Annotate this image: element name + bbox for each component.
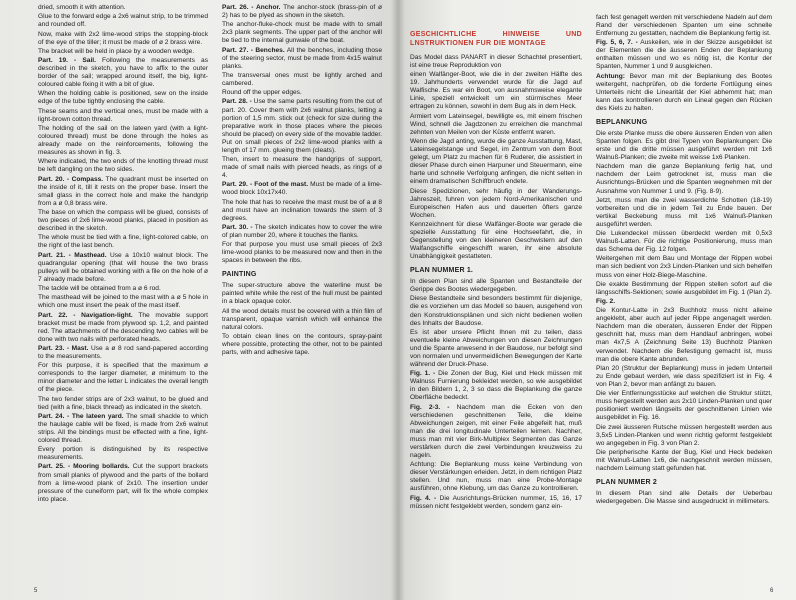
paragraph: [596, 230, 772, 254]
paragraph: [222, 333, 382, 357]
paragraph-text: Es ist aber unsere Pflicht Ihnen mit zu teilen, dass eventuelle kleine Abweichungen von diesen Zeichnungen und die Spante anwesend in der Baudose, nur befolgt sind von normalen und unvermeidlichen Bewegungen der Karte während der Druck-Phase.: [410, 328, 582, 368]
paragraph: [38, 285, 208, 293]
paragraph-text: Die peripherische Kante der Bug, Kiel und Heck bedeken mit Walnuß-Latten 1x6, die nachgeschnit werden müssen, nachdem Leimung statt gefunden hat.: [596, 448, 772, 472]
paragraph-text: Auskeilen, wie in der Skizze ausgebildet ist der Elementen die die äusseren Enden der Beplankung enthalten müssen und wo es nötig ist, die Kontur der Spanten, Nummer 1 und 9 ausgleichen.: [596, 39, 772, 71]
paragraph: [38, 446, 208, 462]
part-label: Fig. 5, 6, 7. -: [596, 39, 638, 47]
paragraph: [596, 163, 772, 195]
section-heading: BEPLANKUNG: [596, 118, 648, 126]
paragraph-text: Use a ø 8 rod sand-papered according to the measurements.: [38, 344, 209, 360]
left-page-number: 5: [34, 588, 38, 594]
paragraph: [222, 89, 382, 97]
paragraph-text: The whole must be tied with a fine, light-colored cable, on the right of the last bench.: [38, 234, 208, 250]
paragraph: [410, 221, 582, 261]
paragraph: [38, 294, 208, 310]
paragraph-text: The quadrant must be inserted on the inside of it, till it rests on the proper base. Insert the small glass in the correct hole and make the handgrip from a ø 0,8 brass wire.: [38, 175, 208, 207]
paragraph: [596, 298, 772, 306]
paragraph-text: All the benches, including those of the steering sector, must be made from 4x15 walnut planks.: [222, 46, 382, 70]
paragraph-text: In diesem Plan sind alle Spanten und Bestandteile der Gerippe des Bootes wiedergegeben.: [410, 278, 582, 294]
paragraph: [38, 362, 208, 394]
paragraph-text: Die erste Planke muss die obere äusseren Enden von allen Spanten folgen. Es gibt drei Typen von Beplankungen: Die erste und die dritte müssen ausgeführt werden mit 1x6 Walnuß-Planken; die zweite mit weisse 1x6 Planken.: [596, 129, 772, 162]
paragraph: [38, 4, 208, 12]
right-page-column-1: [410, 30, 582, 512]
paragraph-text: Where indicated, the two ends of the knotting thread must be left dangling on the two sides.: [38, 158, 208, 174]
paragraph-text: The hole that has to receive the mast must be of a ø 8 and must have an inclination towards the stern of 3 degrees.: [222, 198, 382, 222]
paragraph: [222, 156, 382, 180]
part-label: Part. 30. -: [222, 223, 253, 231]
paragraph: [38, 13, 208, 29]
paragraph-text: The base on which the compass will be glued, consists of two pieces of 2x6 lime-wood planks, placed in position as described in the sketch.: [38, 209, 208, 233]
paragraph-text: Achtung: Die Beplankung muss keine Verbindung von dieser Verstärkungen erleiden. Jetzt, in dem richtigen Platz stellen. Und nun, muss man eine Probe-Montage ausführen, ohne Klebung, um das Ganze zu kontrollieren.: [410, 461, 582, 493]
paragraph-text: Plan 20 (Struktur der Beplankung) muss in jedem Unterteil zu Ende gebaut werden, wie dass spezifiziert ist in Fig. 4 von Plan 2, bevor man anfängt zu bauen.: [596, 364, 772, 388]
paragraph: [38, 234, 208, 250]
part-label: Part. 26. - Anchor.: [222, 4, 281, 11]
paragraph-text: For this purpose, it is specified that the maximum ø corresponds to the larger diameter, ø minimum to the minor diameter and the letter L indicates the overall length of the piece.: [38, 362, 208, 394]
paragraph-text: Das Model dass PANART in dieser Schachtel presentiert, ist eine treue Reproduktion von: [410, 54, 582, 70]
paragraph-text: Bevor man mit der Beplankung des Bootes weitergeht, nachprüfen, ob die forderte Fortlügung eines Unterteils nicht die Linearität der Kiel abhemmt hat; man kann das kontrollieren durch ein Lineal gegen den Rücken des Kiels zu halten.: [596, 72, 772, 112]
paragraph: [596, 365, 772, 389]
part-label: Part. 21. - Masthead.: [38, 251, 107, 259]
paragraph-text: The transversal ones must be lightly arched and cambered.: [222, 71, 382, 87]
paragraph-text: Die Ausrichtungs-Brücken nummer, 15, 16, 17 müssen nicht festgeklebt werden, sondern ganz ein-: [410, 494, 583, 510]
paragraph-text: Armiert vom Lateinsegel, bewilligte es, mit einem frischen Wind, schnell die Jagdzonen zu erreichen die manchmal zehnten von Meilen von der Küste entfernt waren.: [410, 112, 582, 136]
paragraph-text: Nachdem man die ganze Beplankung fertig hat, und nachdem der Leim getrocknet ist, muss man die Ausrichtungs-Brücken und die Spanten wegnehmen mit der Ausnahme von Nummer 1 und 9. (Fig. 8-9).: [596, 163, 772, 195]
paragraph: [596, 490, 772, 506]
paragraph-text: The movable support bracket must be made from plywood sp. 1,2, and painted red. The attachments of the descending two cables will be done with two nails with perforated heads.: [38, 311, 209, 343]
paragraph-text: Die Lukendeckel müssen überdeckt werden mit 0,5x3 Walnuß-Latten. Für die richtige Positionierung, muss man das Schema der Fig. 12 folgen.: [596, 230, 772, 254]
paragraph-text: Wenn die Jagd anting, wurde die ganze Ausstattung, Mast, Lateinsegelstange und Segel, im Zentrum von dem Boot gelegt, um Platz zu machen für 6 Ruderer, die assistiert in dieser Phase durch einen Harpuner und Steuermann, eine harte und schnelle Verfolgung anfingen, die nicht selten in einem dramatischen Schiffbruch endete.: [410, 138, 582, 186]
paragraph-text: Cut the support brackets from small planks of plywood and the parts of the bollard from a lime-wood plank of 2x10. The insertion under pressure of the cuneiform part, will fix the whole complex into place.: [38, 463, 208, 503]
paragraph: [38, 413, 208, 445]
paragraph: [38, 48, 208, 56]
paragraph: [222, 4, 382, 20]
part-label: Part. 24. - The lateen yard.: [38, 412, 124, 420]
paragraph: [596, 73, 772, 113]
paragraph: [410, 278, 582, 294]
paragraph-text: Die vier Entfernungsstücke auf welchen die Struktur stützt, muss hergestellt werden aus 2x10 Linden-Planken und quer positioniert werden längseits der geschnittenen Linien wie ausgebildet in Fig. 16.: [596, 390, 772, 422]
right-page-column-2: [596, 14, 772, 507]
part-label: Fig. 2-3. -: [410, 403, 450, 411]
paragraph-text: Round off the upper edges.: [222, 89, 302, 97]
paragraph: [596, 390, 772, 422]
book-gutter: [391, 0, 405, 600]
paragraph-text: All the wood details must be covered with a thin film of transparent, opaque varnish which will enhance the natural colors.: [222, 307, 382, 331]
section-title: GESCHICHTLICHE HINWEISE UND LNSTRUKTIONEN FUR DIE MONTAGE: [410, 31, 582, 47]
paragraph: [596, 424, 772, 448]
part-label: Part. 27. - Benches.: [222, 46, 285, 54]
right-page: [398, 0, 796, 600]
part-label: Part. 25. - Mooring bollards.: [38, 463, 130, 471]
paragraph: [222, 21, 382, 45]
part-label: Fig. 2.: [596, 298, 616, 306]
paragraph-text: In diesem Plan sind alle Details der Ueberbau wiedergegeben. Die Masse sind ausgedruckt in millimeters.: [596, 490, 772, 506]
paragraph: [596, 14, 772, 38]
paragraph-text: The anchor-fluke-chock must be made with to small 2x3 plank segments. The upper part of the anchor will be tied to the internal gunwale of the boat.: [222, 21, 382, 45]
paragraph: [38, 209, 208, 233]
paragraph: [38, 90, 208, 106]
paragraph: [410, 370, 582, 402]
paragraph-text: The tackle will be obtained from a ø 6 rod.: [38, 284, 161, 292]
paragraph-text: The two fender strips are of 2x3 walnut, to be glued and tied (with a fine, black thread) as indicated in the sketch.: [38, 395, 208, 411]
paragraph-text: Following the measurements as described in the sketch, you have to affix to the outer border of the sail; wrapped around itself, the big, light-coloured cable fixing it with a bit of glue.: [38, 57, 209, 89]
paragraph-text: Jetzt, muss man die zwei wasserdichte Schotten (18-19) vorbereiten und die in jedem Teil zu Ende bauen. Der vertikal Beckebung muss mit 1x6 Walnuß-Planken ausgeführt werden.: [596, 196, 772, 228]
paragraph: [410, 71, 582, 111]
paragraph-text: Then, insert to measure the handgrips of support, made of small nails with pierced heads, as rings of ø 4.: [222, 155, 382, 180]
paragraph: [410, 113, 582, 137]
paragraph: [38, 108, 208, 124]
paragraph-text: These seams and the vertical ones, must be made with a light-brown cotton thread.: [38, 107, 208, 123]
paragraph-text: For that purpose you must use small pieces of 2x3 lime-wood planks to be measured now and then in the spaces in between the ribs.: [222, 241, 382, 265]
paragraph-text: dried, smooth it with attention.: [38, 4, 126, 11]
paragraph: [596, 130, 772, 162]
paragraph-text: The bracket will be held in place by a wooden wedge.: [38, 47, 195, 55]
paragraph: [222, 308, 382, 332]
paragraph: [410, 495, 582, 511]
paragraph-text: Nachdem man die Ecken von den verschiedenen geschnittenen Teile, die kleine Abweichungen zeigen, mit einer Feile abgefeilt hat, muß man die drei longitudinale Unterteilen leimen. Nachher, muss man mit vier Birk-Multiplex Segmenten das Ganze verstärken durch die zwei Verbindungen kreuzweiss zu nageln.: [410, 403, 582, 459]
paragraph: [222, 98, 382, 154]
paragraph: [222, 72, 382, 88]
paragraph-text: Now, make with 2x2 lime-wood strips the stopping-block of the eye of the tiller; it must be made of ø 2 brass wire.: [38, 30, 208, 46]
part-label: Part. 20. - Compass.: [38, 175, 104, 183]
paragraph-text: Use the same parts resulting from the cut of part. 20. Cover them with 2x6 walnut planks, letting a portion of 1,5 mm. stick out (check for size during the preparative work in those places where the pieces should be placed) on every side of the movable ladder. Put on small pieces of 2x2 lime-wood planks with a length of 17 mm. glueing them (cleats).: [222, 98, 383, 154]
part-label: Part. 23. - Mast.: [38, 344, 89, 352]
part-label: Part. 19. - Sail.: [38, 57, 96, 65]
paragraph-text: The anchor-stock (brass-pin of ø 2) has to be plyed as shown in the sketch.: [222, 4, 382, 20]
paragraph: [222, 241, 382, 265]
part-label: Fig. 1. -: [410, 370, 436, 378]
paragraph: [38, 312, 208, 344]
paragraph: [596, 255, 772, 279]
paragraph-text: Die Zonen der Bug, Kiel und Heck müssen mit Walnuss Furnierung bekleidet werden, so wie ausgebildet in den Bildern 1, 2, 3 so dass die Beplankung die ganze Oberfläche bedeckt.: [410, 370, 582, 402]
left-page-column-1: [38, 4, 208, 505]
paragraph-text: Die zwei äusseren Rutsche müssen hergestellt werden aus 3,5x5 Linden-Planken und wenn richtig geformt festgeklebt wo angegeben in Fig. 3 von Plan 2.: [596, 423, 772, 447]
paragraph: [38, 396, 208, 412]
paragraph-text: The super-structure above the waterline must be painted white while the rest of the hull must be painted in a black opaque color.: [222, 282, 382, 306]
paragraph: [38, 252, 208, 284]
paragraph-text: When the holding cable is positioned, sew on the inside edge of the tube tightly enclosing the cable.: [38, 90, 208, 106]
section-heading: PLAN NUMMER 2: [596, 478, 657, 486]
paragraph: [38, 176, 208, 208]
paragraph: [38, 31, 208, 47]
paragraph: [410, 295, 582, 327]
paragraph: [410, 461, 582, 493]
paragraph-text: Diese Bestandteile sind besonders bestimmt für diejenige, die es vorziehen um das Modell so bauen, ausgehend von den Konstruktionsplänen und sich nicht bedienen wollen des Inhalts der Baudose.: [410, 295, 582, 327]
paragraph: [596, 197, 772, 229]
paragraph: [38, 463, 208, 503]
paragraph-text: The holding of the sail on the lateen yard (with a light-coloured thread) must be done through the holes as already made on the reinforcements, following the measures as shown in fig. 3.: [38, 124, 208, 157]
paragraph: [222, 199, 382, 223]
paragraph: [596, 39, 772, 71]
left-page-column-2: [222, 4, 382, 358]
paragraph: [410, 138, 582, 186]
paragraph-text: Glue to the forward edge a 2x6 walnut strip, to be trimmed and rounded off.: [38, 13, 208, 29]
right-page-number: 6: [770, 588, 774, 594]
paragraph: [222, 224, 382, 240]
paragraph: [410, 329, 582, 369]
paragraph-text: Must be made of a lime-wood block 10x17x40.: [222, 181, 382, 197]
part-label: Achtung:: [596, 72, 625, 80]
paragraph-text: Diese Spedizionen, sehr häufig in der Wanderungs-Jahreszeit, fuhren von jedem Nord-Amerikanischen und Europeischen Hafen aus und dauerten öfters ganze Wochen.: [410, 187, 582, 219]
paragraph-text: The masthead will be joined to the mast with a ø 5 hole in which one must insert the peak of the mast itself.: [38, 294, 208, 310]
paragraph: [222, 47, 382, 71]
paragraph-text: The sketch indicates how to cover the wire of plan number 20, where it touches the flanks.: [222, 223, 382, 239]
paragraph-text: Kennzeichnent für diese Walfänger-Boote war gerade die spezielle Ausstattung für eine Hochseefahrt, die, in Gegenstellung von den kleineren Geschwistern auf den Walfangschiffe eingeschifft waren, ihr eine absolute Unabhängigkeit gestatteten.: [410, 220, 582, 261]
part-label: Part. 29. - Foot of the mast.: [222, 181, 309, 189]
part-label: Part. 28. -: [222, 98, 252, 106]
paragraph-text: Use a 10x10 walnut block. The quadrangular opening (that will house the two brass pulleys will be obtained working with a file on the hole of ø 7 already made before.: [38, 251, 208, 283]
paragraph-text: Die exakte Bestimmung der Rippen stellen sofort auf die längsschiffs-Sektionen; sowie ausgebildet im Fig. 1 (Plan 2).: [596, 280, 772, 296]
paragraph-text: Every portion is distinguished by its respective measurements.: [38, 446, 208, 462]
paragraph-text: Die Kontur-Latte in 2x3 Buchholz muss nicht alleine angeklebt, aber auch auf jeder Rippe angenagelt werden. Nachdem man die oberaten, äusseren Ender der Rippen geschnitt hat, muss man dem Handlauf anbringen, wobei man 4x7,5 A (Zeichnung Seite 13) Buchholz Planken verwendet. Nachdem die Befestigung gemacht ist, muss man die obere Kante abrunden.: [596, 307, 772, 363]
paragraph-text: Weitergehen mit dem Bau und Montage der Rippen wobei man sich bedient von 2x3 Linden-Planken und sich behelfen muss von einer Holz-Biege-Maschine.: [596, 255, 772, 279]
paragraph: [410, 54, 582, 70]
paragraph: [38, 345, 208, 361]
paragraph-text: einen Walfänger-Boot, wie die in der zweiten Hälfte des 19. Jahrhunderts verwendet wurde für die Jagd auf Walfische. Es war ein Boot, von ausnahmsweise elegante Linie, speziell entwickelt um ein stürmisches Meer ertragen zu können, sowohl in dem Bug als in dem Heck.: [410, 71, 582, 111]
paragraph: [596, 307, 772, 363]
paragraph-text: The small shackle to which the haulage cable will be fixed, is made from 2x6 walnut strips. All the bindings must be effected with a fine, light-colored thread.: [38, 412, 208, 444]
paragraph: [596, 449, 772, 473]
part-label: Fig. 4. -: [410, 494, 437, 502]
paragraph: [222, 181, 382, 197]
paragraph: [410, 188, 582, 220]
section-heading: PAINTING: [222, 271, 257, 279]
paragraph: [410, 404, 582, 460]
paragraph-text: To obtain clean lines on the contours, spray-paint where possible, protecting the other, not to be painted parts, with and adhesive tape.: [222, 333, 382, 357]
paragraph: [38, 57, 208, 89]
section-heading: PLAN NUMMER 1.: [410, 267, 474, 275]
paragraph-text: fach fest genagelt werden mit verschiedene Nadeln auf dem Rand der verschiedenen Spanten um eine schnelle Entfernung zu gestatten, nachdem die Beplankung fertig ist.: [596, 14, 772, 38]
paragraph: [38, 158, 208, 174]
paragraph: [596, 281, 772, 297]
part-label: Part. 22. - Navigation-light.: [38, 311, 133, 319]
paragraph: [222, 282, 382, 306]
paragraph: [38, 125, 208, 157]
